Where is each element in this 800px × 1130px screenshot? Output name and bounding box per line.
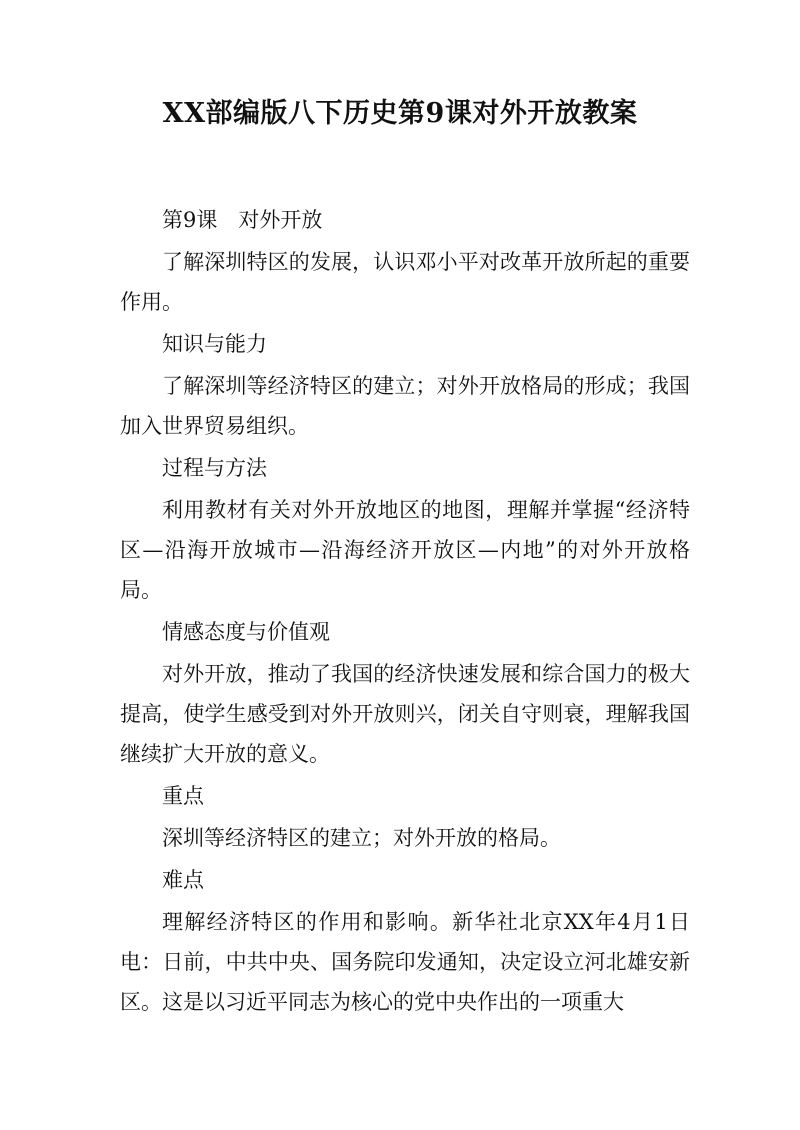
intro-paragraph: 了解深圳特区的发展，认识邓小平对改革开放所起的重要作用。 [120, 250, 690, 314]
process-paragraph: 利用教材有关对外开放地区的地图，理解并掌握“经济特区—沿海开放城市—沿海经济开放区—内地”的对外开放格局。 [120, 498, 690, 602]
section-heading-key: 重点 [162, 784, 204, 808]
key-paragraph: 深圳等经济特区的建立；对外开放的格局。 [162, 826, 561, 850]
section-heading-emotion: 情感态度与价值观 [162, 620, 330, 644]
emotion-paragraph: 对外开放，推动了我国的经济快速发展和综合国力的极大提高，使学生感受到对外开放则兴，闭关自守则衰，理解我国继续扩大开放的意义。 [120, 662, 690, 766]
section-heading-difficulty: 难点 [162, 868, 204, 892]
document-body [120, 200, 690, 1024]
section-heading-process: 过程与方法 [162, 456, 267, 480]
lesson-heading: 第9课 对外开放 [162, 208, 323, 232]
document-title: XX部编版八下历史第9课对外开放教案 [162, 98, 638, 129]
difficulty-paragraph: 理解经济特区的作用和影响。新华社北京XX年4月1日电：日前，中共中央、国务院印发通知，决定设立河北雄安新区。这是以习近平同志为核心的党中央作出的一项重大 [120, 910, 690, 1014]
knowledge-paragraph: 了解深圳等经济特区的建立；对外开放格局的形成；我国加入世界贸易组织。 [120, 374, 690, 438]
section-heading-knowledge: 知识与能力 [162, 332, 267, 356]
